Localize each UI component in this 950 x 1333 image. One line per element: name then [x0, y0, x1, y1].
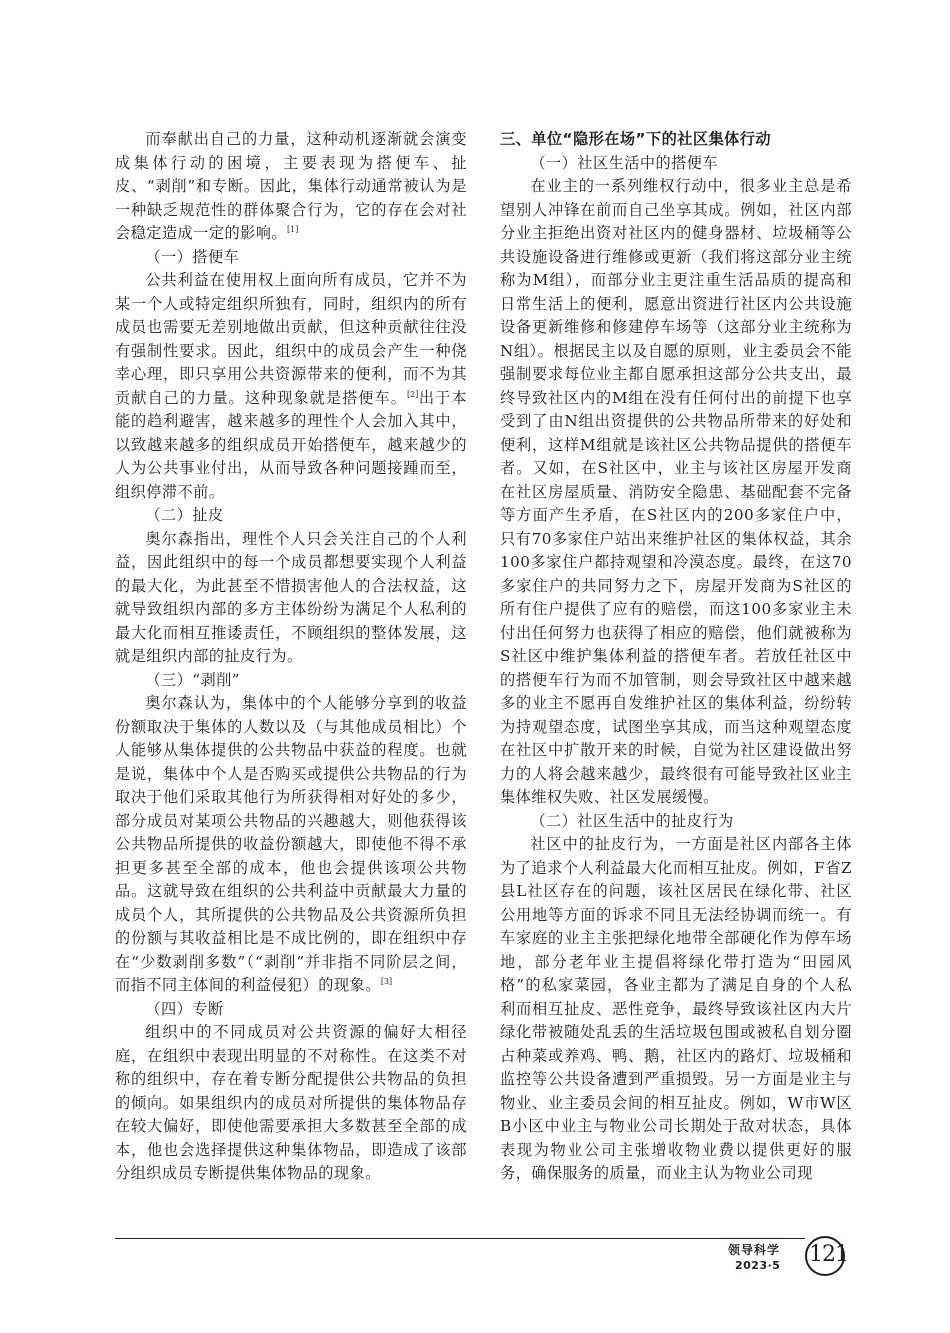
subheading-shirking: （二）扯皮	[145, 506, 224, 524]
right-column	[500, 128, 852, 1186]
issue-label: 2023·5	[735, 1259, 781, 1272]
paragraph: 组织中的不同成员对公共资源的偏好大相径庭，在组织中表现出明显的不对称性。在这类不对称的组织中，存在着专断分配提供公共物品的负担的倾向。如果组织内的成员对所提供的集体物品存在较大偏好，即使他需要承担大多数甚至全部的成本，他也会选择提供这种集体物品，即造成了该部分组织成员专断提供集体物品的现象。	[115, 1023, 467, 1182]
paragraph: 奥尔森指出，理性个人只会关注自己的个人利益，因此组织中的每一个成员都想要实现个人利益的最大化，为此甚至不惜损害他人的合法权益，这就导致组织内部的多方主体纷纷为满足个人私利的最大化而相互推诿责任，不顾组织的整体发展，这就是组织内部的扯皮行为。	[115, 529, 467, 665]
reference-marker[interactable]: [2]	[406, 389, 419, 399]
subheading-autocracy: （四）专断	[145, 999, 224, 1018]
paragraph-text: 出于本能的趋利避害，越来越多的理性个人会加入其中，以致越来越多的组织成员开始搭便车，越来越少的人为公共事业付出，从而导致各种问题接踵而至，组织停滞不前。	[115, 388, 467, 501]
paragraph: 在业主的一系列维权行动中，很多业主总是希望别人冲锋在前而自己坐享其成。例如，社区内部分业主拒绝出资对社区内的健身器材、垃圾桶等公共设施设备进行维修或更新（我们将这部分业主统称为M组），而部分业主更注重生活品质的提高和日常生活上的便利，愿意出资进行社区内公共设施设备更新维修和修建停车场等（这部分业主统称为N组）。根据民主以及自愿的原则，业主委员会不能强制要求每位业主都自愿承担这部分公共支出，最终导致社区内的M组在没有任何付出的前提下也享受到了由N组出资提供的公共物品所带来的好处和便利，这样M组就是该社区公共物品提供的搭便车者。又如，在S社区中，业主与该社区房屋开发商在社区房屋质量、消防安全隐患、基础配套不完备等方面产生矛盾，在S社区内的200多家住户中，只有70多家住户站出来维护社区的集体权益，其余100多家住户都持观望和冷漠态度。最终，在这70多家住户的共同努力之下，房屋开发商为S社区的所有住户提供了应有的赔偿，而这100多家业主未付出任何努力也获得了相应的赔偿，他们就被称为S社区中维护集体利益的搭便车者。若放任社区中的搭便车行为而不加管制，则会导致社区中越来越多的业主不愿再自发维护社区的集体利益，纷纷转为持观望态度，试图坐享其成，而当这种观望态度在社区中扩散开来的时候，自觉为社区建设做出努力的人将会越来越少，最终很有可能导致社区业主集体维权失败、社区发展缓慢。	[500, 177, 852, 806]
subheading-community-free-rider: （一）社区生活中的搭便车	[530, 153, 719, 172]
reference-marker[interactable]: [3]	[380, 977, 393, 986]
subheading-exploitation: （三）“剥削”	[145, 670, 241, 689]
paragraph: 社区中的扯皮行为，一方面是社区内部各主体为了追求个人利益最大化而相互扯皮。例如，F省Z县L社区存在的问题，该社区居民在绿化带、社区公用地等方面的诉求不同且无法经协调而统一。有车家庭的业主主张把绿化地带全部硬化作为停车场地，部分老年业主提倡将绿化带打造为“田园风格”的私家菜园，各业主都为了满足自身的个人私利而相互扯皮、恶性竞争，最终导致该社区内大片绿化带被随处乱丢的生活垃圾包围或被私自划分圈占种菜或养鸡、鸭、鹅，社区内的路灯、垃圾桶和监控等公共设备遭到严重损毁。另一方面是业主与物业、业主委员会间的相互扯皮。例如，W市W区B小区中业主与物业公司长期处于敌对状态，具体表现为物业公司主张增收物业费以提供更好的服务，确保服务的质量，而业主认为物业公司现	[500, 835, 852, 1182]
page-number-badge	[805, 1236, 849, 1280]
paragraph-text: 奥尔森认为，集体中的个人能够分享到的收益份额取决于集体的人数以及（与其他成员相比）个人能够从集体提供的公共物品中获益的程度。也就是说，集体中个人是否购买或提供公共物品的行为取决于他们采取其他行为所获得相对好处的多少，部分成员对某项公共物品的兴趣越大，则他获得该公共物品所提供的收益份额越大，即使他不得不承担更多甚至全部的成本，他也会提供该项公共物品。这就导致在组织的公共利益中贡献最大力量的成员个人，其所提供的公共物品及公共资源所负担的份额与其收益相比是不成比例的，即在组织中存在“少数剥削多数”（“剥削”并非指不同阶层之间，而指不同主体间的利益侵犯）的现象。	[115, 694, 467, 994]
left-column	[115, 128, 467, 1186]
paragraph-text: 公共利益在使用权上面向所有成员，它并不为某一个人或特定组织所独有，同时，组织内的所有成员也需要无差别地做出贡献，但这种贡献往往没有强制性要求。因此，组织中的成员会产生一种侥幸心理，即只享用公共资源带来的便利，而不为其贡献自己的力量。这种现象就是搭便车。	[115, 271, 467, 407]
paragraph	[115, 692, 467, 998]
subheading-free-rider: （一）搭便车	[145, 247, 240, 266]
subheading-community-shirking: （二）社区生活中的扯皮行为	[530, 811, 734, 830]
section-title: 三、单位“隐形在场”下的社区集体行动	[500, 130, 772, 148]
paragraph	[115, 128, 467, 246]
journal-name: 领导科学	[728, 1243, 781, 1257]
page-number: 121	[809, 1242, 848, 1267]
paragraph	[115, 269, 467, 504]
reference-marker[interactable]: [1]	[287, 225, 299, 234]
footer-rule	[115, 1238, 805, 1239]
paragraph-text: 而奉献出自己的力量，这种动机逐渐就会演变成集体行动的困境，主要表现为搭便车、扯皮、“剥削”和专断。因此，集体行动通常被认为是一种缺乏规范性的群体聚合行为，它的存在会对社会稳定造成一定的影响。	[115, 130, 467, 242]
